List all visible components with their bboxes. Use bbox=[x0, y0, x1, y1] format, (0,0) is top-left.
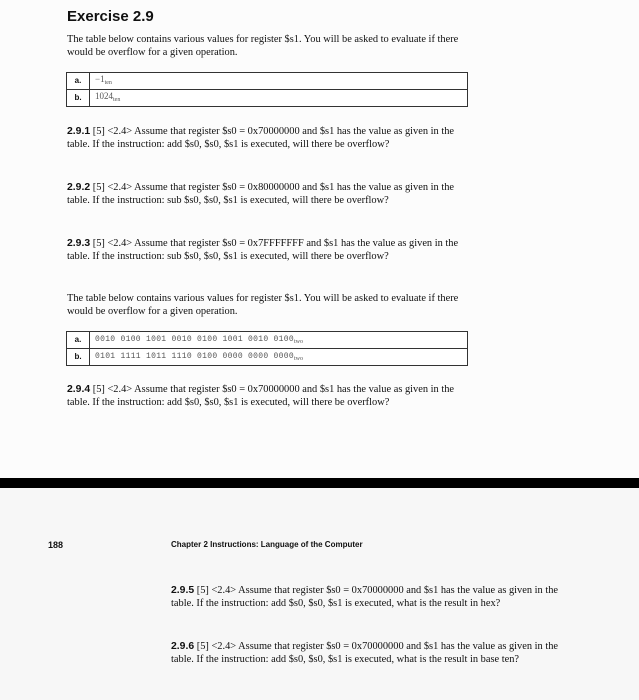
question-2-9-4: 2.9.4 [5] <2.4> Assume that register $s0 = 0x70000000 and $s1 has the value as given in the table. If the instruction: add $s0, $s0, $s1 is executed, will there be overflow? bbox=[67, 384, 455, 408]
exercise-title: Exercise 2.9 bbox=[67, 8, 154, 25]
row-value: 0101 1111 1011 1110 0100 0000 0000 $0000_{two}$ bbox=[90, 349, 468, 366]
question-2-9-2: 2.9.2 [5] <2.4> Assume that register $s0 = 0x80000000 and $s1 has the value as given in the table. If the instruction: sub $s0, $s0, $s1 is executed, will there be overflow? bbox=[67, 182, 455, 206]
question-2-9-3: 2.9.3 [5] <2.4> Assume that register $s0 = 0x7FFFFFFF and $s1 has the value as given in the table. If the instruction: sub $s0, $s0, $s1 is executed, will there be overflow? bbox=[67, 238, 459, 262]
row-label: b. bbox=[67, 349, 90, 366]
question-2-9-1: 2.9.1 [5] <2.4> Assume that register $s0 = 0x70000000 and $s1 has the value as given in the table. If the instruction: add $s0, $s0, $s1 is executed, will there be overflow? bbox=[67, 126, 455, 150]
row-label: b. bbox=[67, 90, 90, 107]
chapter-header: Chapter 2 Instructions: Language of the Computer bbox=[171, 540, 363, 549]
question-2-9-5: 2.9.5 [5] <2.4> Assume that register $s0 = 0x70000000 and $s1 has the value as given in the table. If the instruction: add $s0, $s0, $s1 is executed, what is the result in hex? bbox=[171, 585, 559, 609]
row-value: 0010 0100 1001 0010 0100 1001 0010 $0100_{two}$ bbox=[90, 332, 468, 349]
intro-paragraph-2: The table below contains various values for register $s1. You will be asked to evaluate if there would be overflow for a given operation. bbox=[67, 293, 459, 317]
table-row bbox=[67, 332, 468, 349]
page-number: 188 bbox=[48, 540, 64, 550]
values-table-1 bbox=[66, 72, 468, 107]
table-row bbox=[67, 349, 468, 366]
row-value: $-1_{ten}$ bbox=[90, 73, 468, 90]
page-separator bbox=[0, 478, 639, 488]
table-row bbox=[67, 90, 468, 107]
question-2-9-6: 2.9.6 [5] <2.4> Assume that register $s0 = 0x70000000 and $s1 has the value as given in the table. If the instruction: add $s0, $s0, $s1 is executed, what is the result in base ten? bbox=[171, 641, 559, 665]
table-row bbox=[67, 73, 468, 90]
intro-paragraph-1: The table below contains various values for register $s1. You will be asked to evaluate if there would be overflow for a given operation. bbox=[67, 34, 459, 58]
row-label: a. bbox=[67, 332, 90, 349]
row-value: $1024_{ten}$ bbox=[90, 90, 468, 107]
row-label: a. bbox=[67, 73, 90, 90]
values-table-2 bbox=[66, 331, 468, 366]
textbook-page-bottom bbox=[0, 488, 639, 700]
